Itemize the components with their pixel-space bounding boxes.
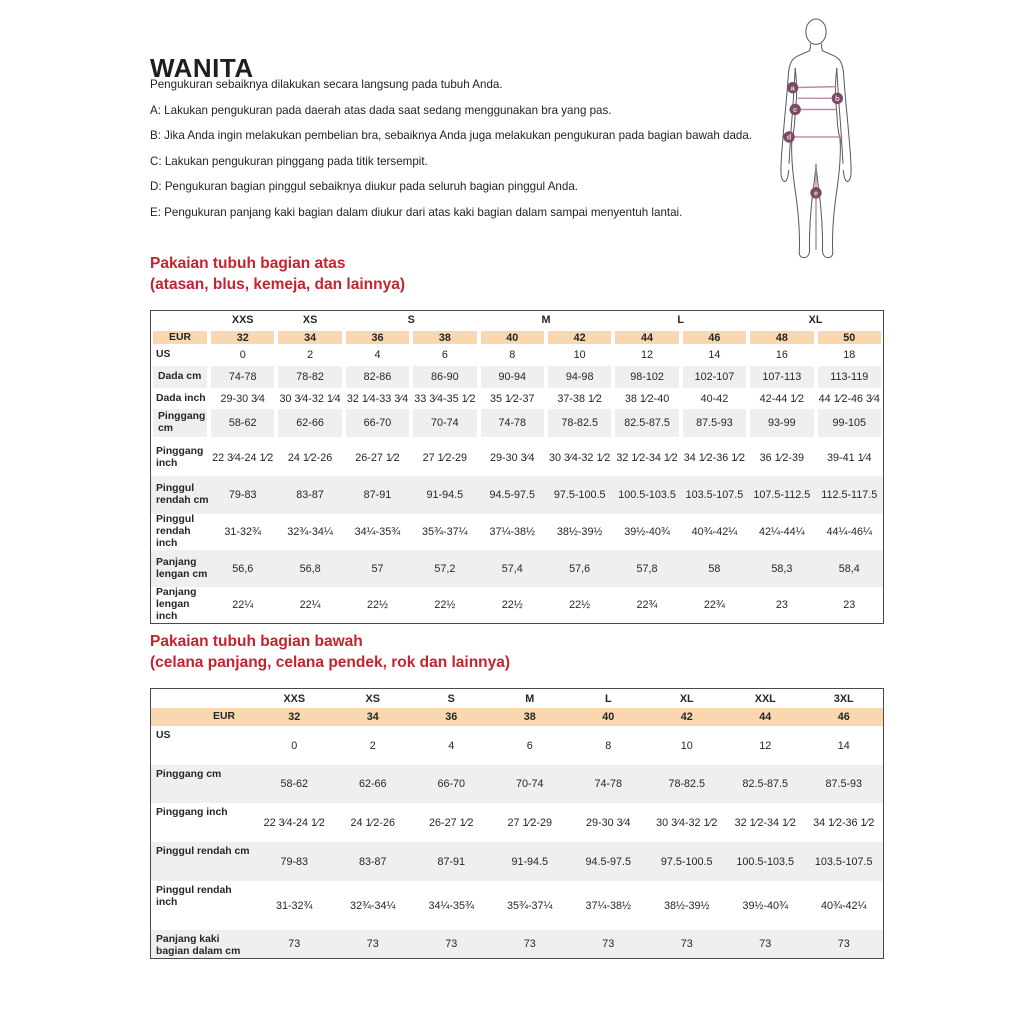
measurement-marker-e [810,187,821,198]
value-cell-panjang-kaki-bagian-dalam-cm-4: 73 [569,930,648,958]
value-cell-panjang-lengan-inch-7: 22¾ [703,599,725,611]
value-cell-dada-cm-4: 90-94 [479,364,546,390]
marker-letter-b: b [835,94,840,104]
value-cell-pinggul-rendah-cm-7: 103.5-107.5 [681,476,748,514]
value-cell-eur-0: 32 [209,329,276,346]
value-cell-pinggang-inch-2: 26-27 1⁄2 [355,451,400,464]
value-cell-pinggul-rendah-cm-0: 79-83 [209,476,276,514]
value-cell-pinggul-rendah-cm-6: 100.5-103.5 [613,476,680,514]
value-cell-pinggang-cm-0: 58-62 [255,765,334,803]
measurement-marker-a [787,82,798,93]
row-label-pinggul-rendah-cm: Pinggul rendah cm [151,476,209,514]
value-cell-panjang-lengan-inch-1: 22¼ [299,599,321,611]
value-cell-eur-5: 42 [546,329,613,346]
value-cell-us-6: 12 [641,349,654,361]
value-cell-us-2: 4 [374,349,381,361]
value-cell-pinggang-inch-7: 34 1⁄2-36 1⁄2 [683,451,746,464]
value-cell-panjang-lengan-cm-1: 56,8 [276,550,343,587]
value-cell-eur-4: 40 [479,329,546,346]
value-cell-dada-inch-4: 35 1⁄2-37 [490,392,535,405]
value-cell-pinggang-cm-4: 74-78 [569,765,648,803]
value-cell-dada-inch-2: 32 1⁄4-33 3⁄4 [346,392,409,405]
value-cell-pinggang-inch-7: 34 1⁄2-36 1⁄2 [813,816,875,829]
measure-row-pinggang-inch [151,439,883,476]
value-cell-eur-7: 46 [805,708,884,726]
value-cell-eur-6: 44 [726,708,805,726]
value-cell-pinggul-rendah-inch-6: 39½-40¾ [624,526,670,538]
size-letter-l: L [677,314,685,326]
value-cell-eur-4: 40 [569,708,648,726]
row-label-pinggul-rendah-inch: Pinggul rendah inch [156,885,232,908]
value-cell-us-1: 2 [307,349,314,361]
measure-row-pinggul-rendah-inch [151,514,883,550]
row-label-panjang-lengan-cm: Panjang lengan cm [151,550,209,587]
value-cell-panjang-lengan-cm-8: 58,3 [748,550,815,587]
value-cell-pinggang-cm-4: 74-78 [479,407,546,439]
value-cell-dada-inch-6: 38 1⁄2-40 [624,392,670,405]
row-label-pinggang-cm: Pinggang cm [151,765,255,803]
value-cell-panjang-lengan-inch-0: 22¼ [232,599,254,611]
lower-title-line2: (celana panjang, celana pendek, rok dan lainnya) [150,654,511,671]
value-cell-panjang-lengan-inch-5: 22½ [569,599,591,611]
value-cell-us-7: 14 [708,349,721,361]
value-cell-pinggang-inch-2: 26-27 1⁄2 [429,816,474,829]
value-cell-dada-cm-8: 107-113 [748,364,815,390]
value-cell-pinggul-rendah-cm-8: 107.5-112.5 [748,476,815,514]
value-cell-pinggul-rendah-inch-5: 38½-39½ [556,526,603,538]
value-cell-panjang-lengan-inch-8: 23 [775,599,788,611]
upper-title-line1: Pakaian tubuh bagian atas [150,255,346,272]
value-cell-pinggang-cm-1: 62-66 [334,765,413,803]
value-cell-pinggul-rendah-inch-1: 32¾-34¼ [287,526,333,538]
measure-row-panjang-lengan-cm [151,550,883,587]
marker-letter-e: e [813,188,819,198]
value-cell-panjang-kaki-bagian-dalam-cm-5: 73 [648,930,727,958]
measure-row-pinggang-cm [151,765,883,803]
value-cell-pinggul-rendah-cm-0: 79-83 [255,842,334,881]
value-cell-dada-inch-7: 40-42 [700,392,729,405]
value-cell-eur-2: 36 [344,329,411,346]
measure-row-eur [151,329,883,346]
value-cell-pinggang-cm-2: 66-70 [344,407,411,439]
value-cell-pinggang-cm-1: 62-66 [276,407,343,439]
value-cell-eur-3: 38 [491,708,570,726]
body-figure-svg [762,18,870,262]
value-cell-dada-cm-2: 82-86 [344,364,411,390]
value-cell-dada-cm-6: 98-102 [613,364,680,390]
value-cell-dada-cm-5: 94-98 [546,364,613,390]
value-cell-dada-cm-7: 102-107 [681,364,748,390]
value-cell-pinggul-rendah-cm-4: 94.5-97.5 [479,476,546,514]
row-label-pinggang-cm: Pinggang cm [151,407,209,439]
measurement-marker-c [789,104,800,115]
value-cell-us-3: 6 [441,349,448,361]
value-cell-pinggang-inch-1: 24 1⁄2-26 [350,816,395,829]
value-cell-pinggul-rendah-cm-3: 91-94.5 [491,842,570,881]
value-cell-pinggul-rendah-inch-3: 35¾-37¼ [506,899,553,912]
value-cell-pinggang-inch-4: 29-30 3⁄4 [490,451,535,464]
row-label-panjang-lengan-inch: Panjang lengan inch [156,587,197,622]
value-cell-pinggul-rendah-inch-4: 37¼-38½ [585,899,632,912]
size-table [150,688,884,959]
value-cell-pinggul-rendah-inch-6: 39½-40¾ [742,899,789,912]
value-cell-pinggul-rendah-cm-1: 83-87 [276,476,343,514]
value-cell-dada-inch-3: 33 3⁄4-35 1⁄2 [414,392,476,405]
value-cell-pinggul-rendah-inch-0: 31-32¾ [224,526,261,538]
value-cell-us-1: 2 [369,739,376,752]
value-cell-panjang-lengan-cm-6: 57,8 [613,550,680,587]
instruction-line-b: B: Jika Anda ingin melakukan pembelian bra, sebaiknya Anda juga melakukan pengukuran pada bagian bawah dada. [150,129,753,142]
value-cell-pinggul-rendah-inch-0: 31-32¾ [275,899,313,912]
value-cell-eur-9: 50 [816,329,883,346]
measurement-instructions [150,78,770,231]
page-title: WANITA [150,53,254,84]
value-cell-panjang-lengan-inch-2: 22½ [366,599,388,611]
value-cell-panjang-lengan-inch-9: 23 [843,599,856,611]
value-cell-panjang-lengan-inch-6: 22¾ [636,599,658,611]
value-cell-panjang-kaki-bagian-dalam-cm-7: 73 [805,930,884,958]
value-cell-eur-2: 36 [412,708,491,726]
value-cell-dada-inch-9: 44 1⁄2-46 3⁄4 [818,392,880,405]
value-cell-pinggang-inch-3: 27 1⁄2-29 [422,451,468,464]
value-cell-eur-5: 42 [648,708,727,726]
value-cell-pinggul-rendah-inch-8: 42¼-44¼ [759,526,805,538]
size-letter-xxl: XXL [754,692,776,705]
value-cell-panjang-lengan-cm-7: 58 [681,550,748,587]
upper-body-section-title [150,253,750,295]
value-cell-us-0: 0 [239,349,246,361]
value-cell-dada-inch-8: 42-44 1⁄2 [759,392,805,405]
measure-row-us [151,726,883,765]
value-cell-panjang-kaki-bagian-dalam-cm-6: 73 [726,930,805,958]
marker-letter-c: c [793,105,798,115]
row-label-panjang-kaki-bagian-dalam-cm: Panjang kaki bagian dalam cm [151,930,255,958]
value-cell-pinggang-cm-5: 78-82.5 [546,407,613,439]
chest-measure-line [793,87,837,88]
value-cell-pinggang-cm-9: 99-105 [816,407,883,439]
measure-row-dada-inch [151,390,883,407]
value-cell-dada-cm-9: 113-119 [816,364,883,390]
value-cell-panjang-kaki-bagian-dalam-cm-2: 73 [412,930,491,958]
value-cell-pinggul-rendah-cm-5: 97.5-100.5 [648,842,727,881]
instruction-line-c: C: Lakukan pengukuran pinggang pada titik tersempit. [150,154,428,168]
value-cell-dada-inch-0: 29-30 3⁄4 [220,392,265,405]
value-cell-us-0: 0 [291,739,298,752]
marker-letter-d: d [786,132,792,142]
value-cell-pinggang-cm-6: 82.5-87.5 [613,407,680,439]
value-cell-pinggang-cm-2: 66-70 [412,765,491,803]
measurement-marker-d [783,131,794,142]
value-cell-dada-cm-0: 74-78 [209,364,276,390]
value-cell-pinggul-rendah-cm-1: 83-87 [334,842,413,881]
marker-letter-a: a [790,83,795,93]
instruction-line-a: A: Lakukan pengukuran pada daerah atas dada saat sedang menggunakan bra yang pas. [150,103,612,117]
value-cell-dada-cm-1: 78-82 [276,364,343,390]
value-cell-pinggang-inch-6: 32 1⁄2-34 1⁄2 [616,451,678,464]
measure-row-panjang-lengan-inch [151,587,883,623]
value-cell-pinggang-inch-6: 32 1⁄2-34 1⁄2 [734,816,796,829]
value-cell-us-6: 12 [759,739,772,752]
value-cell-dada-inch-1: 30 3⁄4-32 1⁄4 [279,392,341,405]
value-cell-pinggang-inch-3: 27 1⁄2-29 [507,816,552,829]
value-cell-pinggang-cm-6: 82.5-87.5 [726,765,805,803]
size-letter-row [151,311,883,329]
value-cell-us-5: 10 [680,739,693,752]
value-cell-pinggang-inch-0: 22 3⁄4-24 1⁄2 [212,451,274,464]
measure-row-eur [151,708,883,726]
upper-title-line2: (atasan, blus, kemeja, dan lainnya) [150,276,405,293]
value-cell-pinggul-rendah-inch-3: 35¾-37¼ [422,526,468,538]
value-cell-pinggul-rendah-inch-9: 44¼-46¼ [826,526,873,538]
value-cell-us-2: 4 [448,739,455,752]
measure-row-panjang-kaki-bagian-dalam-cm [151,930,883,958]
row-label-pinggul-rendah-cm: Pinggul rendah cm [151,842,255,881]
value-cell-pinggul-rendah-cm-3: 91-94.5 [411,476,478,514]
body-measurement-figure [762,18,870,262]
value-cell-pinggul-rendah-cm-4: 94.5-97.5 [569,842,648,881]
measure-row-pinggul-rendah-inch [151,881,883,930]
value-cell-panjang-lengan-cm-5: 57,6 [546,550,613,587]
value-cell-panjang-lengan-cm-4: 57,4 [479,550,546,587]
size-letter-xl: XL [679,692,694,705]
size-letter-s: S [407,314,415,326]
size-letter-m: M [525,692,535,705]
value-cell-pinggang-inch-9: 39-41 1⁄4 [827,451,872,464]
size-letter-l: L [604,692,612,705]
row-label-eur: EUR [151,329,209,346]
value-cell-eur-0: 32 [255,708,334,726]
measure-row-pinggul-rendah-cm [151,476,883,514]
row-label-eur: EUR [151,708,255,726]
value-cell-dada-inch-5: 37-38 1⁄2 [557,392,602,405]
value-cell-pinggang-inch-0: 22 3⁄4-24 1⁄2 [263,816,325,829]
row-label-pinggang-inch: Pinggang inch [156,445,204,469]
value-cell-pinggul-rendah-inch-7: 40¾-42¼ [691,526,738,538]
value-cell-pinggang-cm-7: 87.5-93 [681,407,748,439]
upper-body-size-table [150,310,884,624]
value-cell-panjang-kaki-bagian-dalam-cm-0: 73 [255,930,334,958]
size-letter-xs: XS [365,692,380,705]
row-label-us: US [156,349,171,360]
value-cell-pinggul-rendah-inch-2: 34¼-35¾ [428,899,475,912]
value-cell-pinggul-rendah-inch-1: 32¾-34¼ [349,899,396,912]
corner-cell [151,689,255,708]
lower-body-section-title [150,631,750,673]
value-cell-panjang-kaki-bagian-dalam-cm-1: 73 [334,930,413,958]
value-cell-pinggang-cm-3: 70-74 [411,407,478,439]
value-cell-eur-7: 46 [681,329,748,346]
value-cell-panjang-lengan-cm-9: 58,4 [816,550,883,587]
value-cell-dada-cm-3: 86-90 [411,364,478,390]
value-cell-panjang-lengan-cm-2: 57 [344,550,411,587]
value-cell-panjang-lengan-cm-0: 56,6 [209,550,276,587]
value-cell-pinggang-cm-0: 58-62 [209,407,276,439]
value-cell-pinggul-rendah-inch-2: 34¼-35¾ [354,526,401,538]
row-label-pinggul-rendah-inch: Pinggul rendah inch [156,514,195,549]
value-cell-pinggang-cm-8: 93-99 [748,407,815,439]
value-cell-pinggul-rendah-cm-5: 97.5-100.5 [546,476,613,514]
row-label-pinggang-inch: Pinggang inch [156,807,228,818]
value-cell-us-8: 16 [775,349,788,361]
intro-text: Pengukuran sebaiknya dilakukan secara langsung pada tubuh Anda. [150,78,503,91]
value-cell-pinggang-cm-3: 70-74 [491,765,570,803]
measure-row-pinggul-rendah-cm [151,842,883,881]
value-cell-eur-8: 48 [748,329,815,346]
value-cell-pinggang-cm-7: 87.5-93 [805,765,884,803]
row-label-dada-inch: Dada inch [156,392,206,404]
value-cell-pinggul-rendah-cm-9: 112.5-117.5 [816,476,883,514]
value-cell-us-4: 8 [509,349,516,361]
value-cell-panjang-lengan-inch-3: 22½ [434,599,456,611]
size-letter-xl: XL [808,314,823,326]
value-cell-pinggul-rendah-cm-2: 87-91 [412,842,491,881]
value-cell-panjang-kaki-bagian-dalam-cm-3: 73 [491,930,570,958]
value-cell-eur-1: 34 [276,329,343,346]
value-cell-pinggang-inch-1: 24 1⁄2-26 [287,451,333,464]
value-cell-pinggang-inch-5: 30 3⁄4-32 1⁄2 [656,816,718,829]
value-cell-pinggul-rendah-inch-4: 37¼-38½ [489,526,536,538]
size-letter-3xl: 3XL [833,692,854,705]
value-cell-panjang-lengan-inch-4: 22½ [501,599,523,611]
value-cell-us-4: 8 [605,739,612,752]
value-cell-eur-3: 38 [411,329,478,346]
size-table [150,310,884,624]
lower-body-size-table [150,688,884,959]
measurement-marker-b [832,93,843,104]
size-letter-xxs: XXS [283,692,306,705]
instruction-line-e: E: Pengukuran panjang kaki bagian dalam diukur dari atas kaki bagian dalam sampai menyentuh lantai. [150,205,683,219]
value-cell-eur-1: 34 [334,708,413,726]
value-cell-us-5: 10 [573,349,586,361]
value-cell-pinggang-inch-4: 29-30 3⁄4 [586,816,631,829]
lower-title-line1: Pakaian tubuh bagian bawah [150,633,363,650]
value-cell-us-3: 6 [526,739,533,752]
size-letter-row [151,689,883,708]
value-cell-panjang-lengan-cm-3: 57,2 [411,550,478,587]
value-cell-pinggul-rendah-cm-6: 100.5-103.5 [726,842,805,881]
size-letter-xxs: XXS [231,314,254,326]
value-cell-pinggul-rendah-inch-5: 38½-39½ [663,899,710,912]
value-cell-pinggang-inch-5: 30 3⁄4-32 1⁄2 [549,451,611,464]
value-cell-eur-6: 44 [613,329,680,346]
measure-row-pinggang-inch [151,803,883,842]
instruction-line-d: D: Pengukuran bagian pinggul sebaiknya diukur pada seluruh bagian pinggul Anda. [150,180,579,193]
size-letter-s: S [447,692,455,705]
value-cell-us-7: 14 [837,739,850,752]
size-letter-xs: XS [302,314,318,326]
value-cell-us-9: 18 [843,349,856,361]
corner-cell [151,311,209,329]
value-cell-pinggang-cm-5: 78-82.5 [648,765,727,803]
value-cell-pinggang-inch-8: 36 1⁄2-39 [759,451,805,464]
row-label-dada-cm: Dada cm [151,364,209,390]
value-cell-pinggul-rendah-cm-2: 87-91 [344,476,411,514]
measure-row-us [151,346,883,364]
row-label-us: US [156,730,171,741]
size-letter-m: M [541,314,551,326]
measure-row-dada-cm [151,364,883,390]
measure-row-pinggang-cm [151,407,883,439]
value-cell-pinggul-rendah-inch-7: 40¾-42¼ [820,899,867,912]
value-cell-pinggul-rendah-cm-7: 103.5-107.5 [805,842,884,881]
